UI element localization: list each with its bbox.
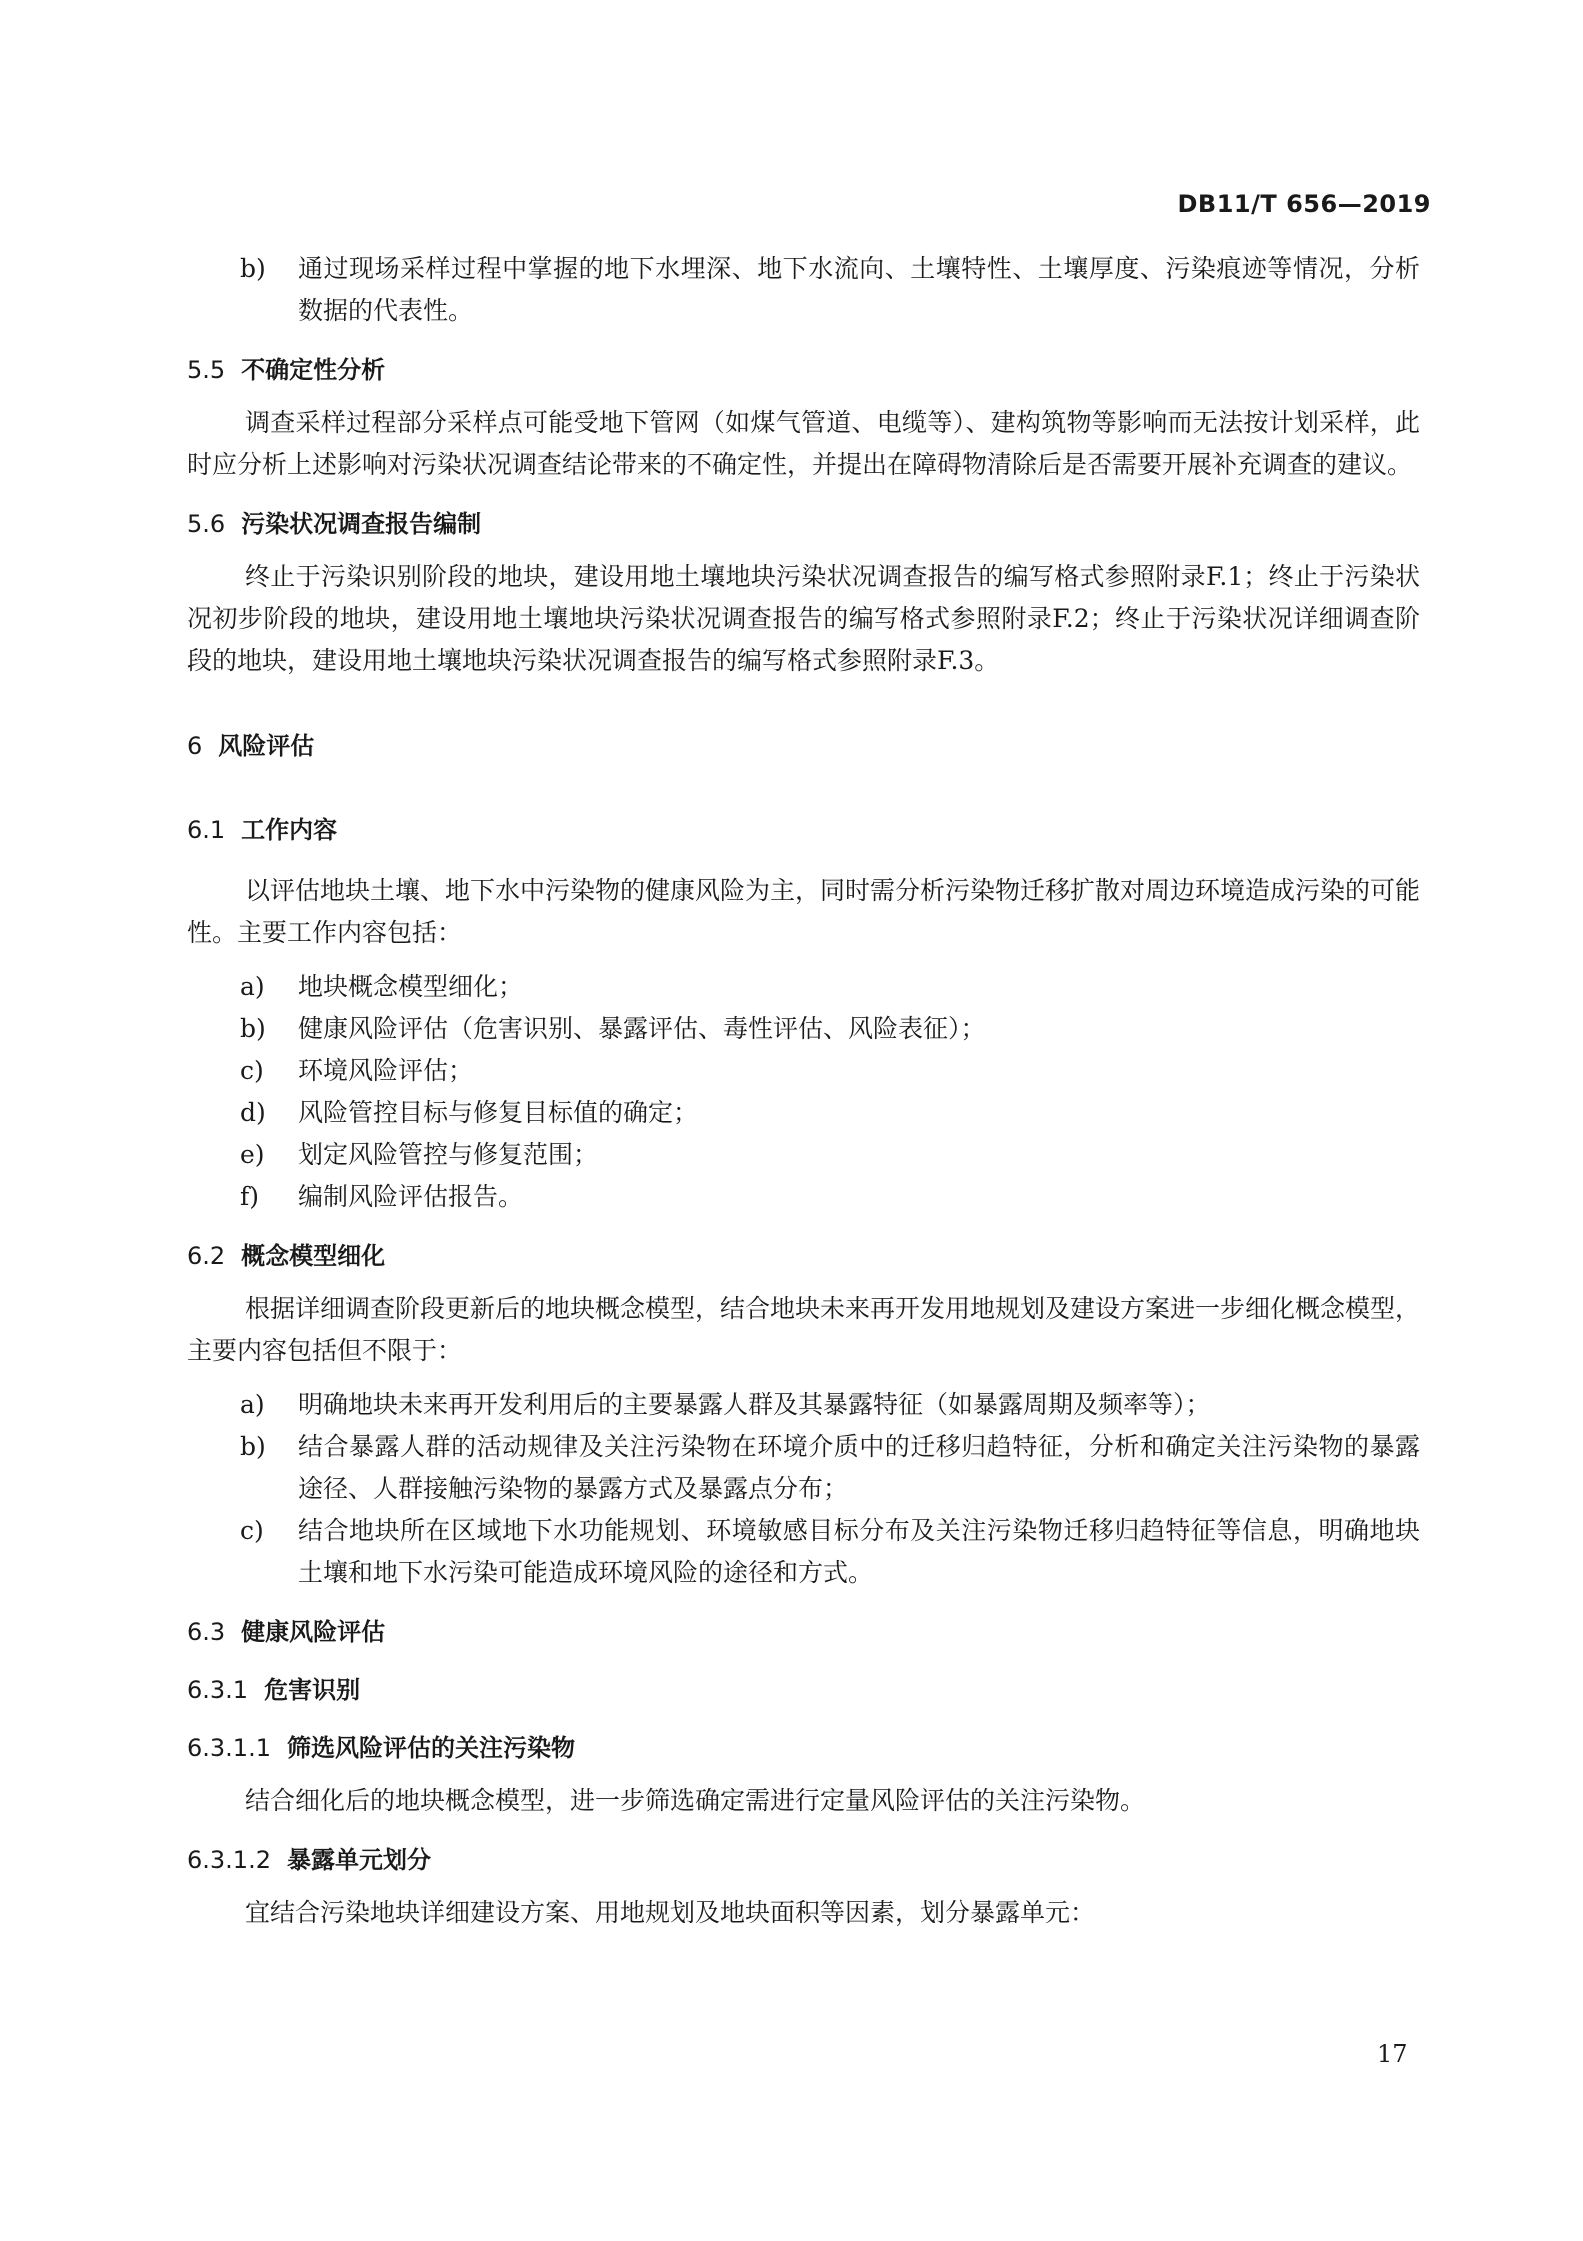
list-item-text: 风险管控目标与修复目标值的确定；	[298, 1098, 699, 1127]
list-item	[187, 1176, 1420, 1218]
section-title: 健康风险评估	[241, 1618, 386, 1646]
list-item	[187, 1050, 1420, 1092]
list-item-text: 地块概念模型细化；	[298, 972, 524, 1001]
section-heading	[187, 504, 1420, 544]
list-marker: c)	[240, 1516, 264, 1545]
page-content	[187, 248, 1420, 1946]
section-title: 暴露单元划分	[286, 1846, 431, 1874]
section-title: 风险评估	[218, 732, 315, 760]
list-item-text: 明确地块未来再开发利用后的主要暴露人群及其暴露特征（如暴露周期及频率等）；	[298, 1390, 1211, 1419]
list-item	[187, 1134, 1420, 1176]
section-number: 6.3.1.1	[187, 1734, 271, 1762]
body-paragraph: 以评估地块土壤、地下水中污染物的健康风险为主，同时需分析污染物迁移扩散对周边环境造成污染的可能性。主要工作内容包括：	[187, 876, 1421, 947]
section-heading	[187, 1236, 1420, 1276]
list-marker: f)	[240, 1182, 260, 1211]
list-item	[187, 966, 1420, 1008]
list-marker: a)	[240, 1390, 265, 1419]
document-id-header: DB11/T 656—2019	[1177, 190, 1431, 218]
section-number: 6.3.1	[187, 1676, 249, 1704]
list-marker: b)	[240, 1014, 266, 1043]
body-paragraph: 宜结合污染地块详细建设方案、用地规划及地块面积等因素，划分暴露单元：	[245, 1898, 1096, 1927]
section-title: 筛选风险评估的关注污染物	[286, 1734, 575, 1762]
section-heading	[187, 1728, 1420, 1768]
list-item	[187, 1384, 1420, 1426]
list-item	[187, 248, 1420, 332]
list-marker: c)	[240, 1056, 264, 1085]
list-item-text: 通过现场采样过程中掌握的地下水埋深、地下水流向、土壤特性、土壤厚度、污染痕迹等情况，分析数据的代表性。	[298, 254, 1420, 325]
section-heading	[187, 1670, 1420, 1710]
list-item-text: 结合地块所在区域地下水功能规划、环境敏感目标分布及关注污染物迁移归趋特征等信息，明确地块土壤和地下水污染可能造成环境风险的途径和方式。	[298, 1516, 1420, 1587]
body-paragraph: 调查采样过程部分采样点可能受地下管网（如煤气管道、电缆等）、建构筑物等影响而无法按计划采样，此时应分析上述影响对污染状况调查结论带来的不确定性，并提出在障碍物清除后是否需要开展补充调查的建议。	[187, 408, 1420, 479]
list-marker: a)	[240, 972, 265, 1001]
section-number: 5.5	[187, 356, 226, 384]
section-heading	[187, 810, 1420, 850]
section-number: 6	[187, 732, 203, 760]
list-item-text: 结合暴露人群的活动规律及关注污染物在环境介质中的迁移归趋特征，分析和确定关注污染物的暴露途径、人群接触污染物的暴露方式及暴露点分布；	[298, 1432, 1420, 1503]
body-paragraph: 根据详细调查阶段更新后的地块概念模型，结合地块未来再开发用地规划及建设方案进一步细化概念模型，主要内容包括但不限于：	[187, 1294, 1421, 1365]
section-number: 6.1	[187, 816, 226, 844]
section-heading	[187, 1840, 1420, 1880]
body-paragraph: 终止于污染识别阶段的地块，建设用地土壤地块污染状况调查报告的编写格式参照附录F.1；终止于污染状况初步阶段的地块，建设用地土壤地块污染状况调查报告的编写格式参照附录F.2；终止于污染状况详细调查阶段的地块，建设用地土壤地块污染状况调查报告的编写格式参照附录F.3。	[187, 562, 1420, 675]
list-marker: b)	[240, 1432, 266, 1461]
section-number: 6.2	[187, 1242, 226, 1270]
section-title: 不确定性分析	[241, 356, 386, 384]
section-heading	[187, 726, 1420, 766]
page-number: 17	[1377, 2040, 1408, 2068]
section-title: 工作内容	[241, 816, 338, 844]
section-title: 污染状况调查报告编制	[241, 510, 482, 538]
list-item	[187, 1426, 1420, 1510]
list-item	[187, 1008, 1420, 1050]
list-item-text: 编制风险评估报告。	[298, 1182, 524, 1211]
section-title: 概念模型细化	[241, 1242, 386, 1270]
body-paragraph: 结合细化后的地块概念模型，进一步筛选确定需进行定量风险评估的关注污染物。	[245, 1786, 1146, 1815]
section-title: 危害识别	[264, 1676, 361, 1704]
list-item-text: 健康风险评估（危害识别、暴露评估、毒性评估、风险表征）；	[298, 1014, 986, 1043]
section-number: 6.3.1.2	[187, 1846, 271, 1874]
list-item	[187, 1092, 1420, 1134]
list-item	[187, 1510, 1420, 1594]
list-marker: b)	[240, 254, 266, 283]
list-item-text: 环境风险评估；	[298, 1056, 474, 1085]
list-marker: d)	[240, 1098, 266, 1127]
section-heading	[187, 350, 1420, 390]
list-item-text: 划定风险管控与修复范围；	[298, 1140, 599, 1169]
section-number: 5.6	[187, 510, 226, 538]
section-number: 6.3	[187, 1618, 226, 1646]
section-heading	[187, 1612, 1420, 1652]
list-marker: e)	[240, 1140, 265, 1169]
